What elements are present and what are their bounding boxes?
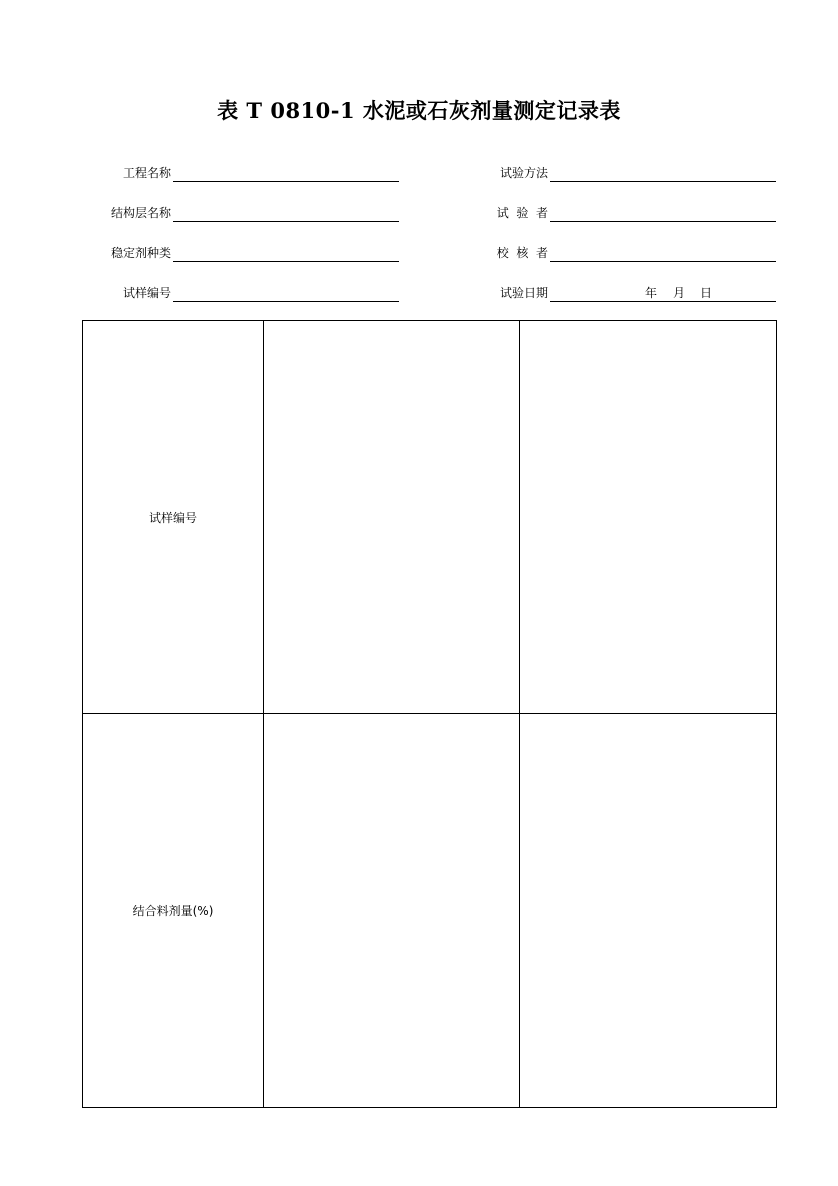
- tester-field: [400, 205, 777, 225]
- structure-layer-field: [0, 205, 400, 225]
- table-cell[interactable]: [264, 321, 520, 714]
- table-row: [83, 321, 777, 714]
- sample-no-input[interactable]: [173, 285, 399, 302]
- row-header-sample-no: 试样编号: [83, 321, 264, 714]
- checker-input[interactable]: [550, 245, 776, 262]
- table-cell[interactable]: [264, 714, 520, 1108]
- tester-label: 试 验 者: [496, 206, 548, 220]
- test-method-input[interactable]: [550, 165, 776, 182]
- structure-layer-label: 结构层名称: [110, 206, 171, 220]
- sample-no-field: [0, 285, 400, 305]
- row-header-binder-dosage: 结合料剂量(%): [83, 714, 264, 1108]
- table-cell[interactable]: [520, 714, 777, 1108]
- project-name-input[interactable]: [173, 165, 399, 182]
- table-cell[interactable]: [520, 321, 777, 714]
- table-row: [83, 714, 777, 1108]
- checker-label: 校 核 者: [496, 246, 548, 260]
- page-title: 表 T 0810-1 水泥或石灰剂量测定记录表: [217, 98, 621, 123]
- date-month-label: 月: [673, 286, 686, 300]
- structure-layer-input[interactable]: [173, 205, 399, 222]
- stabilizer-type-field: [0, 245, 400, 265]
- test-method-label: 试验方法: [499, 166, 548, 180]
- sample-no-label: 试样编号: [122, 286, 171, 300]
- test-date-label: 试验日期: [499, 286, 548, 300]
- stabilizer-type-label: 稳定剂种类: [110, 246, 171, 260]
- tester-input[interactable]: [550, 205, 776, 222]
- project-name-label: 工程名称: [122, 166, 171, 180]
- stabilizer-type-input[interactable]: [173, 245, 399, 262]
- record-table: [82, 320, 777, 1108]
- checker-field: [400, 245, 777, 265]
- test-method-field: [400, 165, 777, 185]
- date-day-label: 日: [700, 286, 713, 300]
- test-date-field: [400, 285, 777, 305]
- project-name-field: [0, 165, 400, 185]
- date-year-label: 年: [645, 286, 658, 300]
- test-date-input[interactable]: [550, 285, 776, 302]
